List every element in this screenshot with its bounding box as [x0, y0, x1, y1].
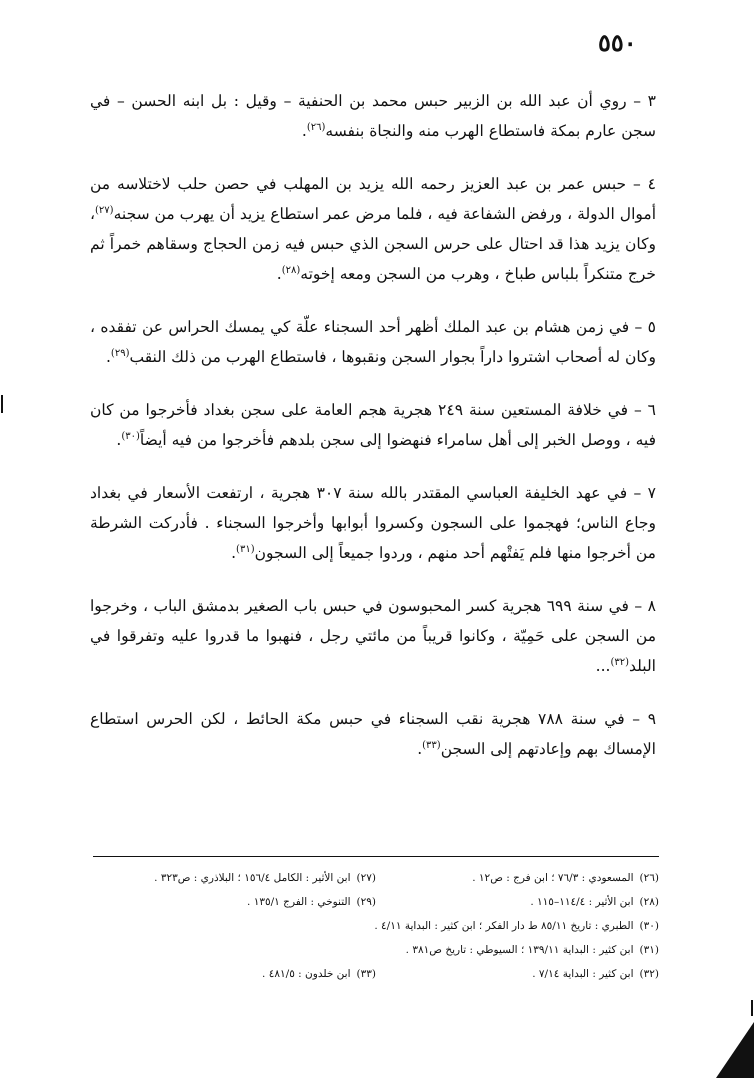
footnote-divider — [93, 856, 659, 857]
footnote: (٢٧) ابن الأثير : الكامل ١٥٦/٤ ؛ البلاذري : ص٣٢٣ . — [154, 872, 376, 884]
footnote-row — [93, 866, 659, 890]
footnote-marker: (٣٠) — [121, 430, 140, 442]
footnote-row — [93, 962, 659, 986]
footnote-row — [93, 914, 659, 938]
footnote: (٣١) ابن كثير : البداية ١٣٩/١١ ؛ السيوطي : تاريخ ص٣٨١ . — [405, 944, 659, 956]
body-text — [90, 86, 656, 787]
scan-corner-shadow — [712, 1022, 754, 1078]
footnote: (٢٨) ابن الأثير : ١١٤/٤–١١٥ . — [530, 896, 659, 908]
footnote-marker: (٣١) — [236, 543, 255, 555]
footnote-marker: (٣٢) — [610, 656, 630, 668]
footnote: (٣٠) الطبري : تاريخ ٨٥/١١ ط دار الفكر ؛ ابن كثير : البداية ٤/١١ . — [374, 920, 659, 932]
footnote: (٢٩) التنوخي : الفرج ١٣٥/١ . — [247, 896, 376, 908]
scan-edge-mark — [751, 1000, 753, 1016]
footnote-marker: (٢٩) — [110, 347, 130, 359]
footnote: (٢٦) المسعودي : ٧٦/٣ ؛ ابن فرج : ص١٢ . — [472, 872, 659, 884]
paragraph: ٥ – في زمن هشام بن عبد الملك أظهر أحد السجناء علّة كي يمسك الحراس عن تفقده ، وكان له أصحاب اشتروا داراً بجوار السجن ونقبوها ، فاستطاع الهرب من ذلك النقب$^{(٢٩)}$. — [90, 318, 656, 366]
footnote-marker: (٣٣) — [422, 739, 441, 751]
paragraph: ٣ – روي أن عبد الله بن الزبير حبس محمد بن الحنفية – وقيل : بل ابنه الحسن – في سجن عارم بمكة فاستطاع الهرب منه والنجاة بنفسه$^{(٢٦)}$. — [90, 92, 656, 140]
footnote: (٣٣) ابن خلدون : ٤٨١/٥ . — [262, 968, 376, 980]
scan-edge-mark — [1, 395, 3, 413]
paragraph: ٧ – في عهد الخليفة العباسي المقتدر بالله سنة ٣٠٧ هجرية ، ارتفعت الأسعار في بغداد وجاع الناس؛ فهجموا على السجون وكسروا أبوابها وأخرجوا السجناء . فأدركت الشرطة من أخرجوا منها فلم يَفتْهم أحد منهم ، وردوا جميعاً إلى السجون$^{(٣١)}$. — [90, 484, 656, 562]
footnote-row — [93, 938, 659, 962]
paragraph: ٦ – في خلافة المستعين سنة ٢٤٩ هجرية هجم العامة على سجن بغداد فأخرجوا من كان فيه ، ووصل الخبر إلى أهل سامراء فنهضوا إلى سجن بلدهم فأخرجوا من فيه أيضاً$^{(٣٠)}$. — [90, 401, 656, 449]
paragraph: ٨ – في سنة ٦٩٩ هجرية كسر المحبوسون في حبس باب الصغير بدمشق الباب ، وخرجوا من السجن على حَمِيّة ، وكانوا قريباً من مائتي رجل ، فنهبوا ما قدروا عليه وتفرقوا في البلد$^{(٣٢)}$... — [90, 597, 656, 675]
footnote-marker: (٢٨) — [281, 264, 301, 276]
footnote: (٣٢) ابن كثير : البداية ٧/١٤ . — [532, 968, 659, 980]
footnote-marker: (٢٦) — [306, 121, 326, 133]
paragraph: ٤ – حبس عمر بن عبد العزيز رحمه الله يزيد بن المهلب في حصن حلب لاختلاسه من أموال الدولة ، ورفض الشفاعة فيه ، فلما مرض عمر استطاع يزيد أن يهرب من سجنه$^{(٢٧)}$، وكان يزيد هذا قد احتال على حرس السجن الذي حبس فيه زمن الحجاج وسقاهم خمراً ثم خرج متنكراً بلباس طباخ ، وهرب من السجن ومعه إخوته$^{(٢٨)}$. — [90, 175, 656, 283]
footnote-row — [93, 890, 659, 914]
footnotes — [93, 866, 659, 986]
footnote-marker: (٢٧) — [95, 204, 114, 216]
page-number: ٥٥٠ — [598, 28, 637, 57]
paragraph: ٩ – في سنة ٧٨٨ هجرية نقب السجناء في حبس مكة الحائط ، لكن الحرس استطاع الإمساك بهم وإعادتهم إلى السجن$^{(٣٣)}$. — [90, 710, 657, 758]
